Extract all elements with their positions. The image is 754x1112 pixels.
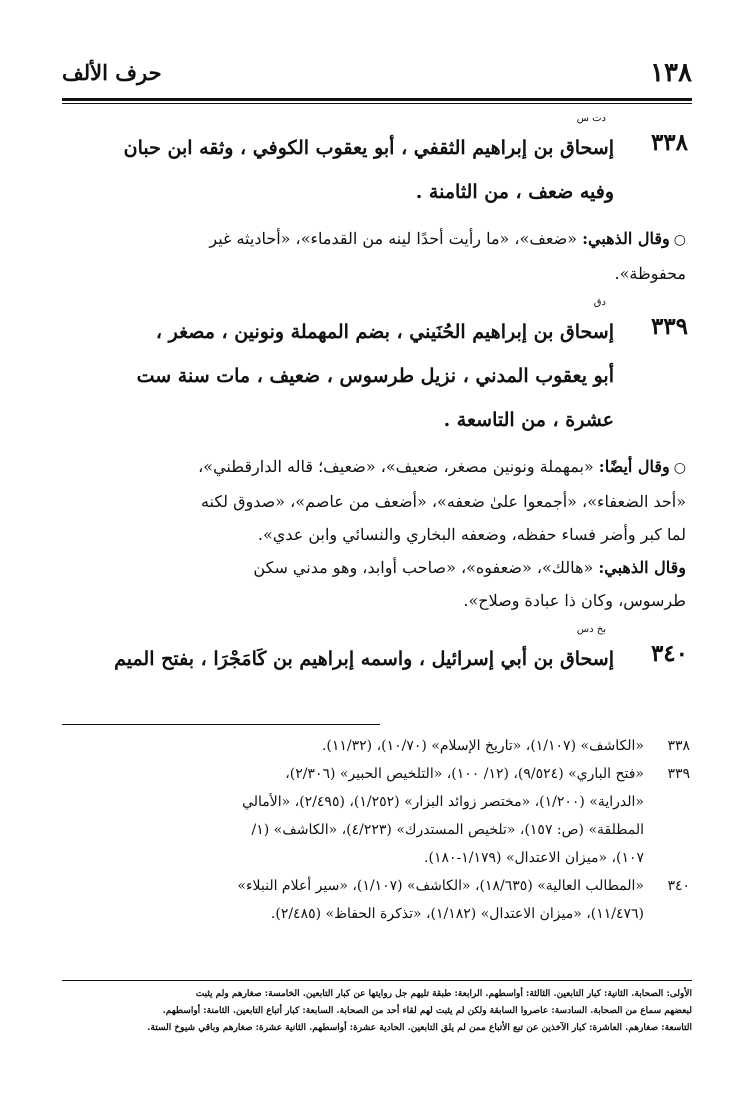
entry-line: أبو يعقوب المدني ، نزيل طرسوس ، ضعيف ، مات سنة ست — [136, 365, 614, 387]
entry-sigla: بخ دس — [576, 624, 606, 635]
note-line: «ضعف»، «ما رأيت أحدًا لينه من القدماء»، «أحاديثه غير — [209, 229, 578, 248]
note-line: لما كبر وأضر فساء حفظه، وضعفه البخاري والنسائي وابن عدي». — [257, 525, 686, 544]
tabaqat-legend — [62, 986, 692, 1037]
entry-340 — [62, 623, 688, 681]
entry-number: ٣٣٩ — [650, 313, 688, 340]
legend-line: الأولى: الصحابة. الثانية: كبار التابعين. الثالثة: أواسطهم. الرابعة: طبقة تليهم جل روايتها عن كبار التابعين. الخامسة: صغارهم ولم يثبت — [195, 989, 692, 999]
ibn-hajar-note-339 — [62, 450, 686, 617]
chapter-title: حرف الألف — [62, 60, 162, 85]
footnote-divider — [62, 724, 380, 725]
entry-sigla: دق — [593, 297, 606, 308]
entry-line: إسحاق بن إبراهيم الحُنَيني ، بضم المهملة ونونين ، مصغر ، — [155, 321, 614, 343]
note-line: طرسوس، وكان ذا عبادة وصلاح». — [463, 591, 686, 610]
header-divider-thick — [62, 98, 692, 101]
entry-line: إسحاق بن إبراهيم الثقفي ، أبو يعقوب الكوفي ، وثقه ابن حبان — [123, 137, 614, 159]
page-header — [62, 58, 692, 92]
entry-line: إسحاق بن أبي إسرائيل ، واسمه إبراهيم بن كَامَجْرَا ، بفتح الميم — [114, 648, 614, 670]
legend-divider — [62, 980, 692, 981]
footnote-number: ٣٣٩ — [667, 766, 690, 782]
note-line: «أحد الضعفاء»، «أجمعوا علىٰ ضعفه»، «أضعف من عاصم»، «صدوق لكنه — [200, 492, 686, 511]
footnote-number: ٣٤٠ — [667, 878, 690, 894]
legend-line: لبعضهم سماع من الصحابة. السادسة: عاصروا السابقة ولكن لم يثبت لهم لقاء أحد من الصحابة. السابعة: كبار أتباع التابعين. الثامنة: أواسطهم. — [162, 1006, 692, 1016]
header-divider-thin — [62, 103, 692, 104]
footnote-line: المطلقة» (ص: ١٥٧)، «تلخيص المستدرك» (٤/٢٢٣)، «الكاشف» (١/ — [251, 822, 644, 838]
entry-339 — [62, 296, 688, 442]
entry-text — [62, 623, 614, 681]
footnote-line: «الكاشف» (١/١٠٧)، «تاريخ الإسلام» (١٠/٧٠)، (١١/٣٢). — [321, 738, 644, 754]
entry-line: وفيه ضعف ، من الثامنة . — [415, 181, 614, 203]
note-label: وقال الذهبي: — [598, 558, 686, 577]
dhahabi-note-338 — [62, 222, 686, 290]
note-line: «بمهملة ونونين مصغر، ضعيف»، «ضعيف؛ قاله الدارقطني»، — [198, 457, 594, 476]
circle-bullet-icon: ○ — [673, 460, 686, 476]
circle-bullet-icon: ○ — [673, 232, 686, 248]
note-line: محفوظة». — [614, 264, 686, 283]
footnote-340 — [68, 872, 690, 928]
note-label: وقال الذهبي: — [582, 229, 670, 248]
footnote-line: (١١/٤٧٦)، «ميزان الاعتدال» (١/١٨٢)، «تذكرة الحفاظ» (٢/٤٨٥). — [270, 906, 644, 922]
entry-line: عشرة ، من التاسعة . — [443, 409, 614, 431]
page-number: ١٣٨ — [650, 58, 692, 88]
footnote-338 — [68, 732, 690, 760]
note-line: «هالك»، «ضعفوه»، «صاحب أوابد، وهو مدني سكن — [253, 558, 594, 577]
entry-number: ٣٣٨ — [650, 129, 688, 156]
entry-text — [62, 296, 614, 442]
footnote-line: ١٠٧)، «ميزان الاعتدال» (١/١٧٩-١٨٠). — [424, 850, 644, 866]
entry-number: ٣٤٠ — [650, 640, 688, 667]
footnote-line: «المطالب العالية» (١٨/٦٣٥)، «الكاشف» (١/١٠٧)، «سير أعلام النبلاء» — [237, 878, 644, 894]
entry-text — [62, 112, 614, 214]
footnote-number: ٣٣٨ — [667, 738, 690, 754]
footnotes — [68, 732, 690, 928]
note-label: وقال أيضًا: — [598, 457, 670, 476]
entry-338 — [62, 112, 688, 214]
legend-line: التاسعة: صغارهم. العاشرة: كبار الآخذين عن تبع الأتباع ممن لم يلق التابعين. الحادية عشرة: أواسطهم. الثانية عشرة: صغارهم وباقي شيوخ الستة. — [147, 1023, 692, 1033]
entry-sigla: دت س — [576, 113, 606, 124]
main-text — [62, 112, 688, 689]
footnote-339 — [68, 760, 690, 872]
footnote-line: «الدراية» (١/٢٠٠)، «مختصر زوائد البزار» (١/٢٥٢)، (٢/٤٩٥)، «الأمالي — [242, 794, 644, 810]
footnote-line: «فتح الباري» (٩/٥٢٤)، (١٢/ ١٠٠)، «التلخيص الحبير» (٢/٣٠٦)، — [285, 766, 644, 782]
